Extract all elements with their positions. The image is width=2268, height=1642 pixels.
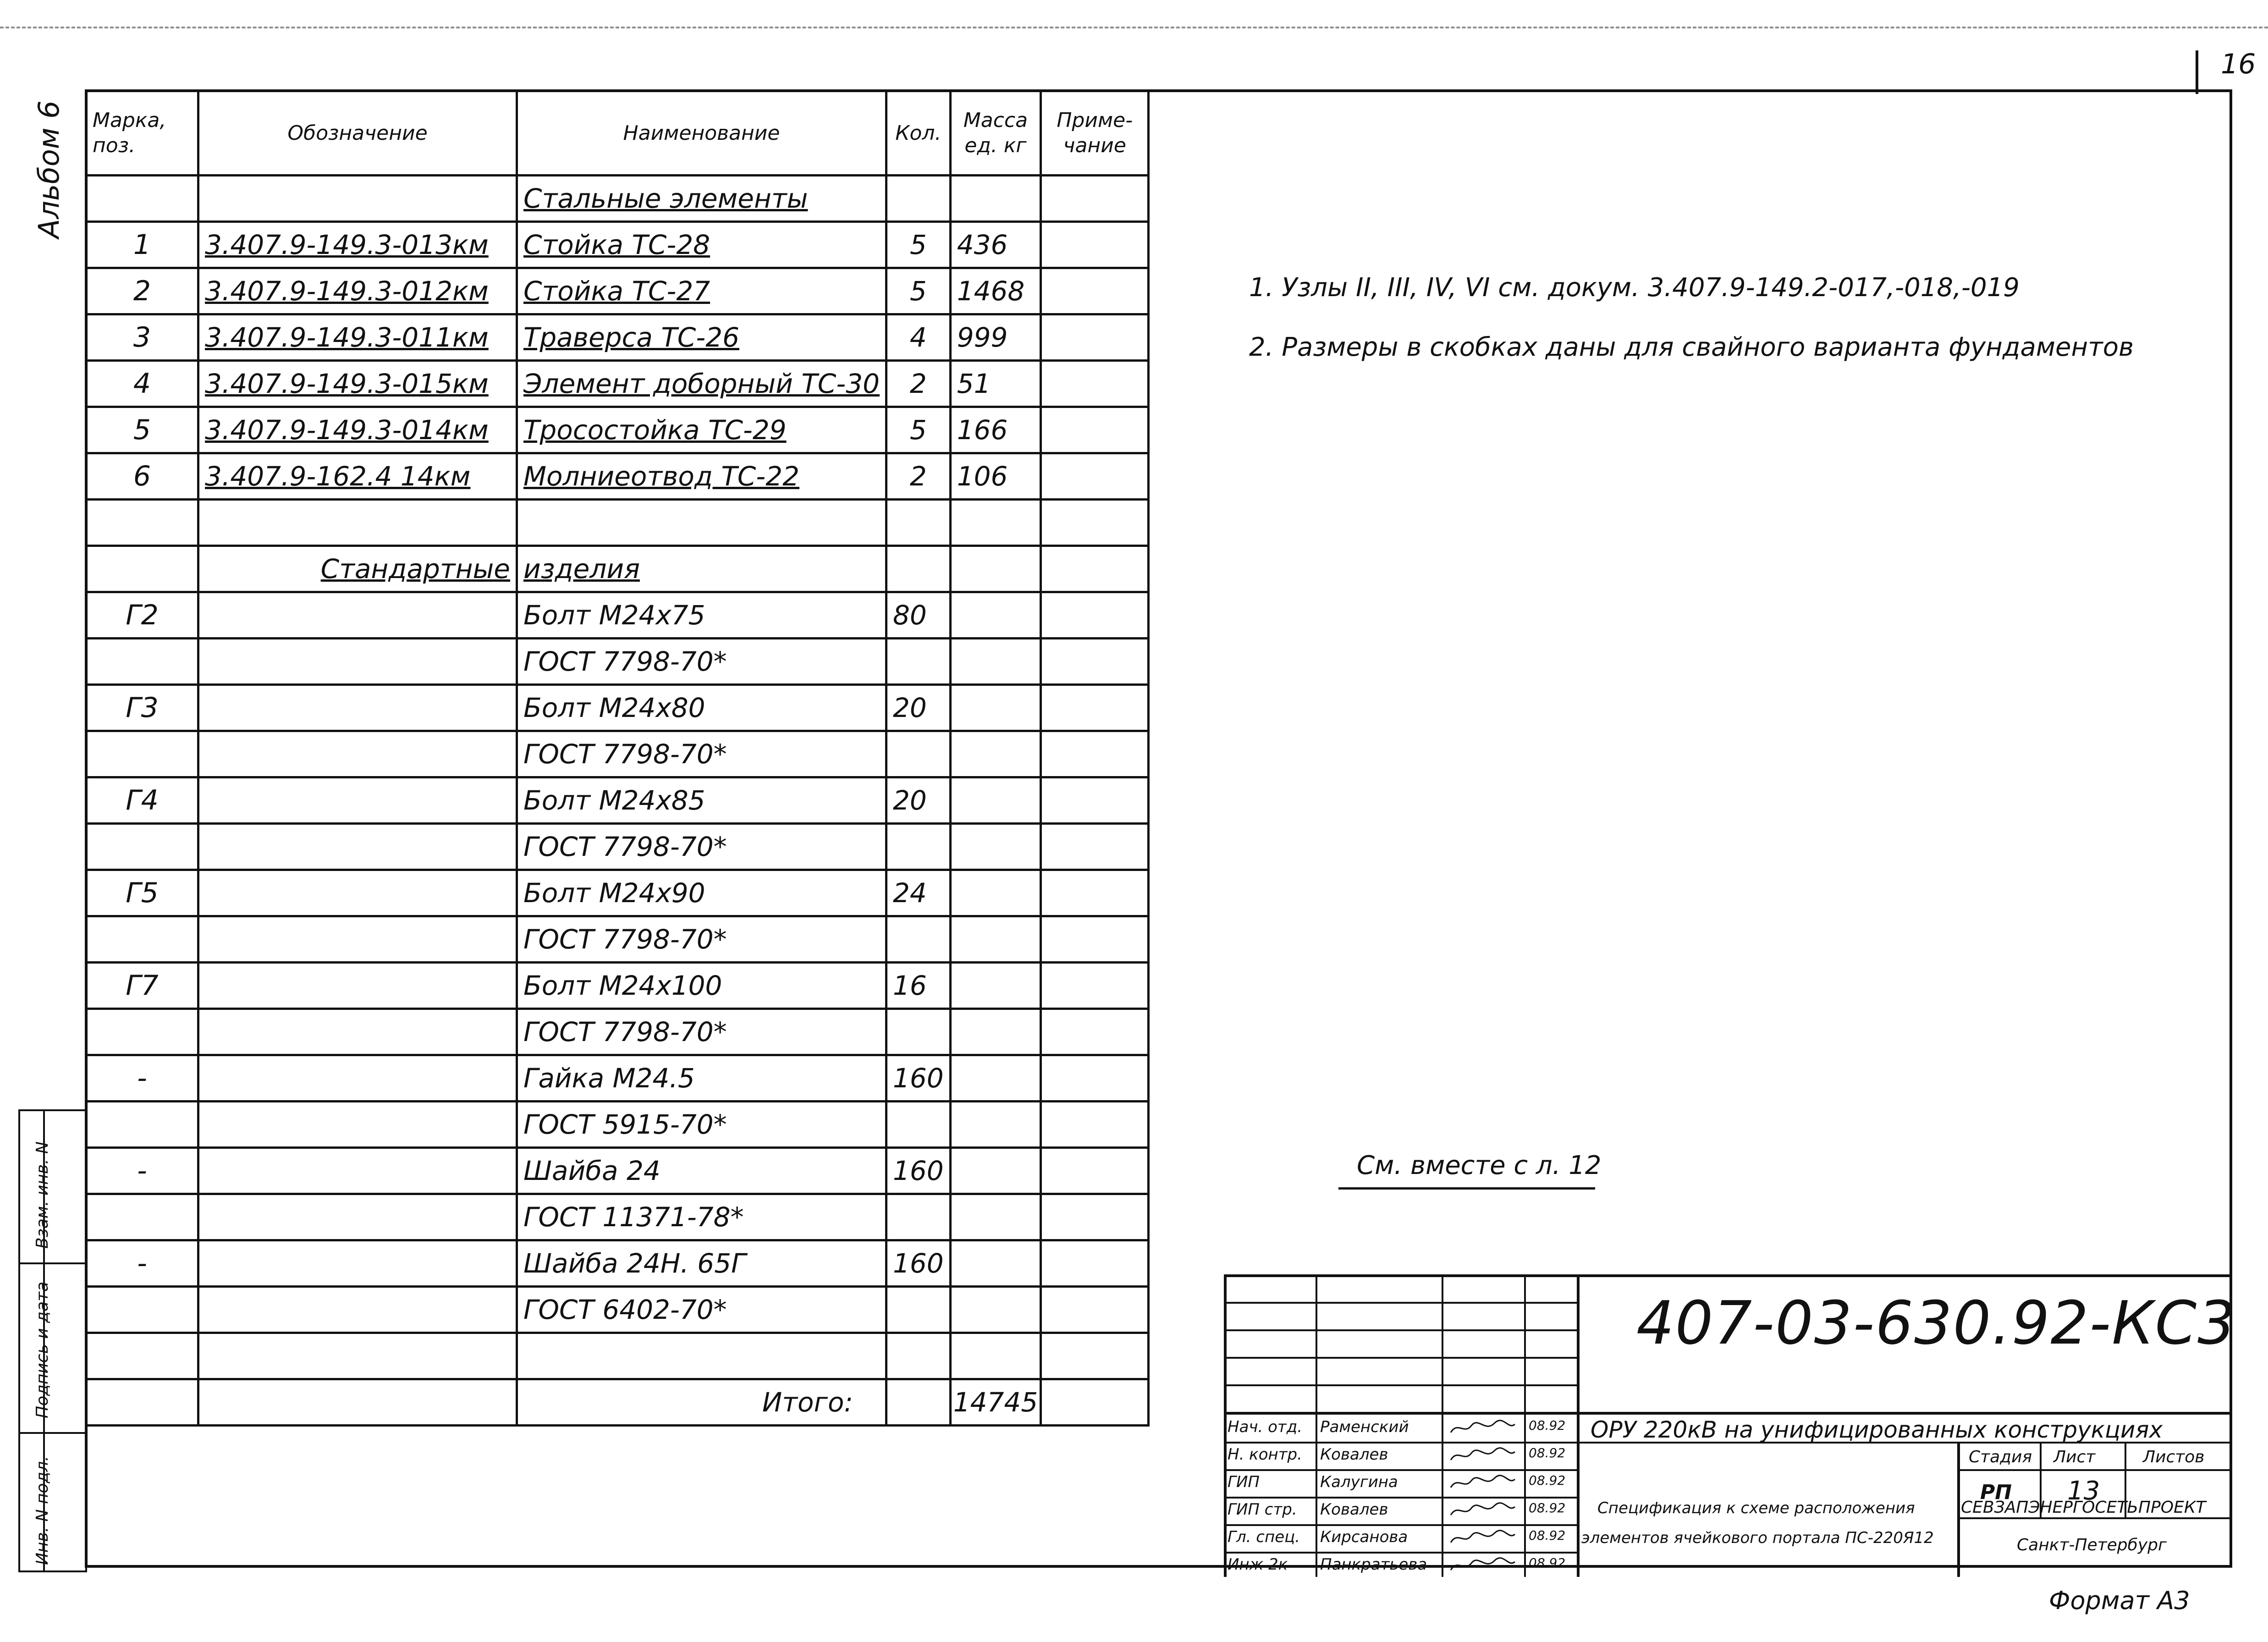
row-mass [950, 731, 1041, 777]
total-value: 14745 [950, 1379, 1041, 1426]
margin-label-inv-orig: Инв. N подл. [33, 1456, 52, 1565]
organization-name: СЕВЗАПЭНЕРГОСЕТЬПРОЕКТ [1961, 1498, 2206, 1517]
specification-table [85, 89, 1150, 1427]
row-qty: 5 [886, 268, 951, 314]
signature-mark [1448, 1474, 1517, 1492]
row-mass [950, 639, 1041, 685]
row-qty: 2 [886, 453, 951, 500]
row-mass [950, 777, 1041, 824]
row-name-text: Стойка ТС-28 [523, 229, 710, 260]
table-row [86, 1148, 1149, 1194]
row-qty [886, 639, 951, 685]
row-mass: 166 [950, 407, 1041, 453]
row-designation [198, 1194, 517, 1240]
row-position: 2 [86, 268, 198, 314]
row-note [1041, 592, 1149, 639]
row-qty: 5 [886, 222, 951, 268]
row-mass [950, 916, 1041, 963]
header-designation: Обозначение [198, 91, 517, 176]
row-name [517, 361, 886, 407]
row-position: 4 [86, 361, 198, 407]
row-name [517, 314, 886, 361]
note-2: 2. Размеры в скобках даны для свайного варианта фундаментов [1249, 332, 2134, 362]
row-position [86, 824, 198, 870]
row-mass [950, 1148, 1041, 1194]
row-position: - [86, 1148, 198, 1194]
sheet-label: Лист [2053, 1448, 2096, 1466]
signature-mark [1448, 1419, 1517, 1437]
staff-name: Кирсанова [1320, 1528, 1408, 1546]
row-qty [886, 731, 951, 777]
row-name [517, 222, 886, 268]
table-header-row [86, 91, 1149, 176]
row-name [517, 407, 886, 453]
table-row [86, 268, 1149, 314]
table-row [86, 453, 1149, 500]
row-designation [198, 268, 517, 314]
table-row [86, 1287, 1149, 1333]
row-qty [886, 1287, 951, 1333]
row-qty: 4 [886, 314, 951, 361]
row-position: 6 [86, 453, 198, 500]
row-designation [198, 1055, 517, 1102]
sheets-label: Листов [2143, 1448, 2205, 1466]
staff-name: Панкратьева [1320, 1555, 1427, 1574]
row-designation-text: 3.407.9-149.3-011км [205, 322, 489, 353]
row-note [1041, 731, 1149, 777]
row-note [1041, 1194, 1149, 1240]
row-position: 3 [86, 314, 198, 361]
header-qty: Кол. [886, 91, 951, 176]
staff-date: 08.92 [1529, 1445, 1566, 1460]
row-designation [198, 1240, 517, 1287]
row-note [1041, 1148, 1149, 1194]
row-qty [886, 1102, 951, 1148]
row-position: 5 [86, 407, 198, 453]
stage-value: РП [1980, 1481, 2012, 1504]
row-name: Болт М24х80 [517, 685, 886, 731]
row-mass: 999 [950, 314, 1041, 361]
row-position [86, 1194, 198, 1240]
row-name: Болт М24х85 [517, 777, 886, 824]
row-note [1041, 870, 1149, 916]
corner-rule [2196, 50, 2198, 94]
row-designation [198, 361, 517, 407]
row-position: Г7 [86, 963, 198, 1009]
row-mass: 106 [950, 453, 1041, 500]
section-row [86, 176, 1149, 222]
row-designation-text: 3.407.9-149.3-012км [205, 276, 489, 307]
row-qty: 80 [886, 592, 951, 639]
table-row [86, 916, 1149, 963]
row-designation [198, 222, 517, 268]
row-name: Шайба 24 [517, 1148, 886, 1194]
row-note [1041, 685, 1149, 731]
note-1: 1. Узлы II, III, IV, VI см. докум. 3.407.9-149.2-017,-018,-019 [1249, 273, 2020, 303]
row-designation-text: 3.407.9-149.3-014км [205, 414, 489, 446]
row-name: ГОСТ 6402-70* [517, 1287, 886, 1333]
signature-mark [1448, 1446, 1517, 1465]
document-code: 407-03-630.92-КС3 [1636, 1288, 2236, 1358]
section-steel-title: Стальные элементы [523, 183, 808, 214]
row-note [1041, 824, 1149, 870]
row-note [1041, 222, 1149, 268]
row-position: Г2 [86, 592, 198, 639]
row-qty: 20 [886, 685, 951, 731]
row-mass: 1468 [950, 268, 1041, 314]
row-mass [950, 1240, 1041, 1287]
row-position: - [86, 1240, 198, 1287]
row-name: ГОСТ 5915-70* [517, 1102, 886, 1148]
margin-label-inv-sub: Взам. инв. N [33, 1141, 52, 1249]
row-position: 1 [86, 222, 198, 268]
row-position: Г5 [86, 870, 198, 916]
row-position [86, 639, 198, 685]
row-name: ГОСТ 7798-70* [517, 1009, 886, 1055]
row-mass: 51 [950, 361, 1041, 407]
row-mass [950, 685, 1041, 731]
table-row [86, 314, 1149, 361]
total-row [86, 1379, 1149, 1426]
row-name: Болт М24х90 [517, 870, 886, 916]
project-title: ОРУ 220кВ на унифицированных конструкциях [1591, 1416, 2163, 1443]
row-designation [198, 592, 517, 639]
section-standard-title-b: изделия [523, 553, 640, 584]
row-note [1041, 361, 1149, 407]
row-position: Г3 [86, 685, 198, 731]
margin-label-sign-date: Подпись и дата [33, 1281, 52, 1418]
album-label: Альбом 6 [32, 100, 66, 238]
row-position [86, 1009, 198, 1055]
row-note [1041, 963, 1149, 1009]
row-qty [886, 1009, 951, 1055]
row-name-text: Траверса ТС-26 [523, 322, 739, 353]
row-designation [198, 685, 517, 731]
row-designation [198, 1287, 517, 1333]
row-name: Гайка М24.5 [517, 1055, 886, 1102]
staff-date: 08.92 [1529, 1528, 1566, 1543]
sheet-title-line-2: элементов ячейкового портала ПС-220Я12 [1581, 1529, 1934, 1547]
staff-date: 08.92 [1529, 1555, 1566, 1570]
table-row [86, 361, 1149, 407]
table-row [86, 1240, 1149, 1287]
sheet-value: 13 [2067, 1476, 2100, 1506]
organization-city: Санкт-Петербург [2017, 1536, 2167, 1554]
table-row [86, 222, 1149, 268]
row-designation [198, 453, 517, 500]
row-position: - [86, 1055, 198, 1102]
row-note [1041, 268, 1149, 314]
staff-name: Раменский [1320, 1418, 1409, 1436]
staff-name: Ковалев [1320, 1500, 1388, 1519]
row-name: ГОСТ 7798-70* [517, 639, 886, 685]
row-designation [198, 870, 517, 916]
row-name-text: Молниеотвод ТС-22 [523, 461, 800, 492]
row-qty: 20 [886, 777, 951, 824]
staff-name: Калугина [1320, 1473, 1398, 1491]
row-note [1041, 1102, 1149, 1148]
row-qty [886, 1194, 951, 1240]
staff-name: Ковалев [1320, 1445, 1388, 1464]
row-mass [950, 824, 1041, 870]
row-qty [886, 916, 951, 963]
see-also-note: См. вместе с л. 12 [1357, 1151, 1602, 1180]
row-name: Болт М24х100 [517, 963, 886, 1009]
spacer-row [86, 1333, 1149, 1379]
table-row [86, 407, 1149, 453]
staff-date: 08.92 [1529, 1500, 1566, 1515]
row-mass [950, 1287, 1041, 1333]
stage-label: Стадия [1969, 1448, 2032, 1466]
total-label: Итого: [517, 1379, 886, 1426]
row-qty: 160 [886, 1055, 951, 1102]
row-designation [198, 963, 517, 1009]
section-row [86, 546, 1149, 592]
header-name: Наименование [517, 91, 886, 176]
signature-mark [1448, 1529, 1517, 1547]
row-note [1041, 453, 1149, 500]
row-designation [198, 1009, 517, 1055]
signature-mark [1448, 1501, 1517, 1520]
table-row [86, 824, 1149, 870]
row-designation [198, 916, 517, 963]
row-note [1041, 407, 1149, 453]
row-qty [886, 824, 951, 870]
row-qty: 2 [886, 361, 951, 407]
row-name [517, 268, 886, 314]
row-mass [950, 1009, 1041, 1055]
row-mass [950, 1194, 1041, 1240]
section-standard-title-a: Стандартные [320, 553, 510, 584]
row-designation [198, 824, 517, 870]
row-name: Шайба 24Н. 65Г [517, 1240, 886, 1287]
row-name [517, 453, 886, 500]
row-name: ГОСТ 7798-70* [517, 824, 886, 870]
row-note [1041, 916, 1149, 963]
row-mass [950, 1102, 1041, 1148]
header-note: Приме- чание [1041, 91, 1149, 176]
table-row [86, 1055, 1149, 1102]
row-designation-text: 3.407.9-149.3-015км [205, 368, 489, 399]
row-note [1041, 1055, 1149, 1102]
table-row [86, 1102, 1149, 1148]
row-qty: 160 [886, 1148, 951, 1194]
row-note [1041, 314, 1149, 361]
format-label: Формат А3 [2049, 1586, 2190, 1615]
table-row [86, 1194, 1149, 1240]
row-position: Г4 [86, 777, 198, 824]
row-designation [198, 1148, 517, 1194]
staff-role: ГИП стр. [1228, 1500, 1297, 1519]
row-position [86, 731, 198, 777]
row-name: ГОСТ 7798-70* [517, 916, 886, 963]
top-dashed-line [0, 27, 2268, 28]
table-row [86, 963, 1149, 1009]
title-block [1224, 1274, 2236, 1577]
row-position [86, 916, 198, 963]
row-note [1041, 1009, 1149, 1055]
row-name-text: Стойка ТС-27 [523, 276, 710, 307]
row-position [86, 1102, 198, 1148]
staff-role: Н. контр. [1228, 1445, 1302, 1464]
staff-role: Нач. отд. [1228, 1418, 1303, 1436]
staff-date: 08.92 [1529, 1473, 1566, 1488]
spacer-row [86, 500, 1149, 546]
row-name-text: Тросостойка ТС-29 [523, 414, 787, 446]
row-designation-text: 3.407.9-149.3-013км [205, 229, 489, 260]
row-note [1041, 1240, 1149, 1287]
row-note [1041, 777, 1149, 824]
header-mark: Марка, поз. [86, 91, 198, 176]
corner-sheet-number: 16 [2221, 48, 2256, 80]
table-row [86, 592, 1149, 639]
row-qty: 24 [886, 870, 951, 916]
row-designation [198, 407, 517, 453]
staff-role: Гл. спец. [1228, 1528, 1300, 1546]
row-mass [950, 870, 1041, 916]
row-mass [950, 1055, 1041, 1102]
table-row [86, 639, 1149, 685]
sheet-title-line-1: Спецификация к схеме расположения [1597, 1499, 1915, 1517]
see-also-underline [1338, 1187, 1595, 1190]
row-mass [950, 963, 1041, 1009]
table-row [86, 731, 1149, 777]
row-designation [198, 731, 517, 777]
row-name: ГОСТ 7798-70* [517, 731, 886, 777]
row-designation [198, 314, 517, 361]
row-name: ГОСТ 11371-78* [517, 1194, 886, 1240]
header-mass: Масса ед. кг [950, 91, 1041, 176]
row-designation [198, 777, 517, 824]
staff-date: 08.92 [1529, 1418, 1566, 1433]
staff-role: Инж 2к [1228, 1555, 1288, 1574]
row-designation-text: 3.407.9-162.4 14км [205, 461, 471, 492]
row-mass: 436 [950, 222, 1041, 268]
table-row [86, 777, 1149, 824]
row-mass [950, 592, 1041, 639]
row-note [1041, 1287, 1149, 1333]
row-note [1041, 639, 1149, 685]
row-name: Болт М24х75 [517, 592, 886, 639]
table-row [86, 870, 1149, 916]
row-name-text: Элемент доборный ТС-30 [523, 368, 880, 399]
staff-role: ГИП [1228, 1473, 1260, 1491]
row-designation [198, 1102, 517, 1148]
row-qty: 160 [886, 1240, 951, 1287]
row-position [86, 1287, 198, 1333]
margin-stamp [18, 1109, 87, 1572]
table-row [86, 1009, 1149, 1055]
signature-mark [1448, 1556, 1517, 1575]
row-qty: 16 [886, 963, 951, 1009]
row-qty: 5 [886, 407, 951, 453]
row-designation [198, 639, 517, 685]
table-row [86, 685, 1149, 731]
